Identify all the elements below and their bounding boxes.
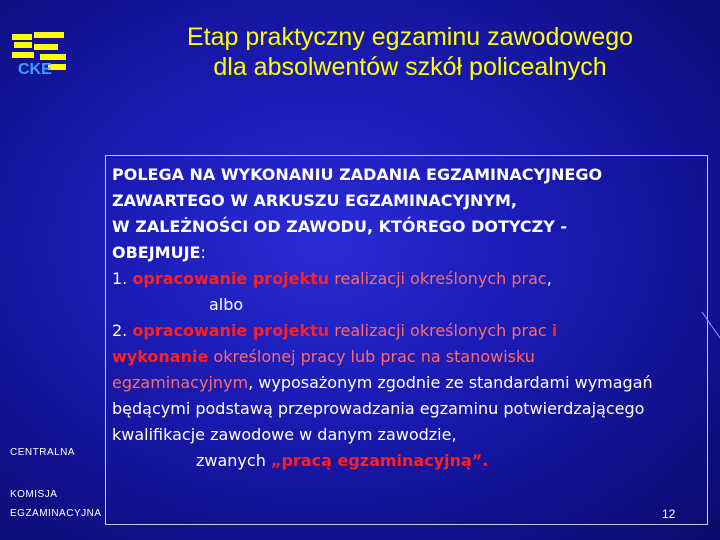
item-2-strong-2: wykonanie [112,347,209,366]
zwanych-word: zwanych [196,451,266,470]
logo-text: CKE [18,61,52,78]
item-1-rest: realizacji określonych prac [334,269,547,288]
item-1-end: , [546,269,552,288]
page-number: 12 [662,507,676,521]
org-name-line-3: EGZAMINACYJNA [10,508,102,519]
praca-egzaminacyjna: „pracą egzaminacyjną”. [270,451,489,470]
item-2-strong: opracowanie projektu [132,321,330,340]
item-1-strong: opracowanie projektu [132,269,330,288]
list-item-2 [112,318,712,344]
item-1-number: 1. [112,269,128,288]
content-line-3: W ZALEŻNOŚCI OD ZAWODU, KTÓREGO DOTYCZY - [112,217,568,236]
list-item-1 [112,266,712,292]
content-line-9 [112,370,712,396]
slide-title [110,22,710,82]
content-text [112,162,712,474]
org-name-line-1: CENTRALNA [10,447,76,458]
item-2-conj: i [551,321,558,340]
item-2-number: 2. [112,321,128,340]
obejmuje-label: OBEJMUJE [112,243,201,262]
content-line-2: ZAWARTEGO W ARKUSZU EGZAMINACYJNYM, [112,191,517,210]
content-line-12 [112,448,712,474]
content-line-8 [112,344,712,370]
content-line-10: będącymi podstawą przeprowadzania egzaminu potwierdzającego [112,399,645,418]
item-2-rest: realizacji określonych prac [334,321,547,340]
albo-line: albo [209,295,244,314]
cke-logo [10,30,68,78]
title-line-1: Etap praktyczny egzaminu zawodowego [186,23,634,51]
item-2-rest-2: określonej pracy lub prac na stanowisku [213,347,535,366]
egzaminacyjnym-word: egzaminacyjnym [112,373,249,392]
content-line-4 [112,240,712,266]
content-line-9-rest: , wyposażonym zgodnie ze standardami wymagań [248,373,653,392]
content-line-1: POLEGA NA WYKONANIU ZADANIA EGZAMINACYJNEGO [112,165,603,184]
org-name-line-2: KOMISJA [10,489,58,500]
colon: : [200,243,206,262]
content-line-11: kwalifikacje zawodowe w danym zawodzie, [112,425,457,444]
title-line-2: dla absolwentów szkół policealnych [213,53,607,81]
